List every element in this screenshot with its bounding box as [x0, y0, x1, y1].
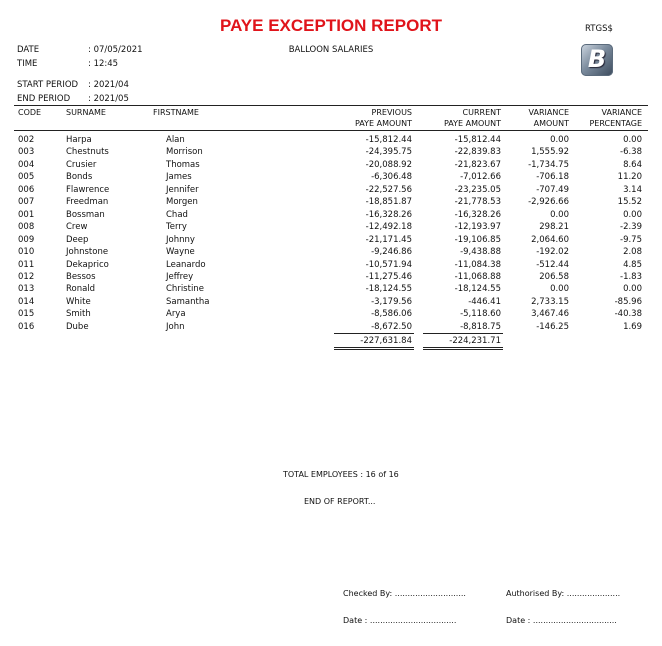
cell-firstname: Terry	[166, 222, 187, 233]
table-header-rule	[14, 130, 648, 131]
cell-firstname: Morgen	[166, 197, 198, 208]
cell-code: 003	[18, 147, 35, 158]
cell-percentage: 8.64	[623, 159, 642, 170]
cell-code: 006	[18, 184, 35, 195]
cell-current: -5,118.60	[460, 309, 501, 320]
cell-firstname: Morrison	[166, 147, 203, 158]
col-surname: SURNAME	[66, 108, 106, 117]
cell-percentage: -1.83	[620, 271, 642, 282]
cell-variance: -512.44	[536, 259, 569, 270]
cell-current: -446.41	[468, 296, 501, 307]
cell-surname: Bossman	[66, 209, 105, 220]
cell-code: 012	[18, 271, 35, 282]
cell-firstname: Alan	[166, 135, 185, 145]
cell-surname: Bonds	[66, 172, 93, 183]
cell-variance: -146.25	[536, 321, 569, 332]
cell-variance: 206.58	[539, 271, 569, 282]
cell-variance: -192.02	[536, 247, 569, 258]
cell-firstname: Leanardo	[166, 259, 206, 270]
previous-total-underline-2	[334, 349, 414, 350]
current-total-underline-2	[423, 349, 503, 350]
cell-firstname: James	[166, 172, 192, 183]
cell-surname: Dube	[66, 321, 89, 332]
cell-surname: Freedman	[66, 197, 109, 208]
cell-code: 001	[18, 209, 35, 220]
currency-label: RTGS$	[585, 24, 613, 34]
cell-code: 004	[18, 159, 35, 170]
cell-firstname: John	[166, 321, 185, 332]
col-current-line2: PAYE AMOUNT	[443, 119, 501, 128]
cell-firstname: Christine	[166, 284, 204, 295]
cell-firstname: Thomas	[166, 159, 200, 170]
time-label: TIME	[17, 59, 38, 69]
cell-code: 011	[18, 259, 35, 270]
cell-firstname: Chad	[166, 209, 188, 220]
cell-previous: -22,527.56	[365, 184, 412, 195]
cell-percentage: 11.20	[617, 172, 642, 183]
cell-previous: -24,395.75	[365, 147, 412, 158]
cell-previous: -8,672.50	[371, 321, 412, 332]
cell-surname: Harpa	[66, 135, 92, 145]
cell-firstname: Samantha	[166, 296, 210, 307]
previous-total-underline-1	[334, 347, 414, 348]
cell-variance: 1,555.92	[531, 147, 569, 158]
cell-current: -22,839.83	[454, 147, 501, 158]
cell-percentage: -85.96	[614, 296, 642, 307]
cell-code: 014	[18, 296, 35, 307]
cell-surname: Ronald	[66, 284, 96, 295]
cell-current: -23,235.05	[454, 184, 501, 195]
current-total-underline-1	[423, 347, 503, 348]
current-total-top-rule	[423, 333, 503, 334]
cell-variance: -2,926.66	[528, 197, 569, 208]
col-firstname: FIRSTNAME	[153, 108, 199, 117]
cell-percentage: 0.00	[623, 284, 642, 295]
checked-date-line: Date : ..................................	[343, 616, 457, 625]
cell-previous: -10,571.94	[365, 259, 412, 270]
cell-previous: -6,306.48	[371, 172, 412, 183]
cell-surname: Smith	[66, 309, 91, 320]
total-employees: TOTAL EMPLOYEES : 16 of 16	[283, 470, 399, 479]
cell-variance: 3,467.46	[531, 309, 569, 320]
start-period-value: : 2021/04	[88, 80, 129, 90]
cell-percentage: -40.38	[614, 309, 642, 320]
col-current-line1: CURRENT	[462, 108, 501, 117]
cell-previous: -18,851.87	[365, 197, 412, 208]
cell-current: -19,106.85	[454, 234, 501, 245]
cell-surname: Flawrence	[66, 184, 110, 195]
cell-current: -21,778.53	[454, 197, 501, 208]
cell-variance: 0.00	[550, 135, 569, 145]
cell-code: 015	[18, 309, 35, 320]
cell-firstname: Arya	[166, 309, 186, 320]
cell-code: 009	[18, 234, 35, 245]
cell-variance: -707.49	[536, 184, 569, 195]
cell-surname: Deep	[66, 234, 89, 245]
cell-previous: -3,179.56	[371, 296, 412, 307]
end-of-report: END OF REPORT...	[304, 497, 376, 506]
checked-by-line: Checked By: ............................	[343, 589, 466, 598]
cell-code: 010	[18, 247, 35, 258]
cell-percentage: -9.75	[620, 234, 642, 245]
cell-previous: -11,275.46	[365, 271, 412, 282]
col-code: CODE	[18, 108, 42, 117]
cell-previous: -21,171.45	[365, 234, 412, 245]
cell-current: -16,328.26	[454, 209, 501, 220]
cell-surname: Dekaprico	[66, 259, 109, 270]
col-previous-line2: PAYE AMOUNT	[354, 119, 412, 128]
cell-current: -11,068.88	[454, 271, 501, 282]
previous-total-top-rule	[334, 333, 414, 334]
report-title: PAYE EXCEPTION REPORT	[220, 16, 442, 35]
cell-firstname: Johnny	[166, 234, 195, 245]
cell-current: -7,012.66	[460, 172, 501, 183]
cell-current: -21,823.67	[454, 159, 501, 170]
cell-surname: Johnstone	[66, 247, 109, 258]
cell-variance: 298.21	[539, 222, 569, 233]
cell-surname: Crusier	[66, 159, 97, 170]
cell-variance: 2,733.15	[531, 296, 569, 307]
cell-previous: -15,812.44	[365, 135, 412, 145]
cell-current: -12,193.97	[454, 222, 501, 233]
end-period-label: END PERIOD	[17, 94, 71, 104]
cell-previous: -20,088.92	[365, 159, 412, 170]
col-previous-line1: PREVIOUS	[371, 108, 412, 117]
cell-previous: -12,492.18	[365, 222, 412, 233]
cell-surname: Crew	[66, 222, 88, 233]
time-value: : 12:45	[88, 59, 119, 69]
cell-firstname: Wayne	[166, 247, 195, 258]
cell-percentage: -6.38	[620, 147, 642, 158]
cell-current: -11,084.38	[454, 259, 501, 270]
date-label: DATE	[17, 45, 40, 55]
logo-letter: B	[587, 45, 607, 73]
cell-code: 007	[18, 197, 35, 208]
start-period-label: START PERIOD	[17, 80, 79, 90]
cell-code: 002	[18, 135, 35, 145]
table-top-rule	[14, 105, 648, 106]
previous-total: -227,631.84	[360, 336, 412, 346]
cell-percentage: 1.69	[623, 321, 642, 332]
cell-variance: -706.18	[536, 172, 569, 183]
cell-previous: -16,328.26	[365, 209, 412, 220]
cell-variance: 0.00	[550, 209, 569, 220]
cell-percentage: -2.39	[620, 222, 642, 233]
cell-previous: -18,124.55	[365, 284, 412, 295]
cell-previous: -8,586.06	[371, 309, 412, 320]
cell-percentage: 2.08	[623, 247, 642, 258]
cell-surname: Chestnuts	[66, 147, 109, 158]
cell-code: 016	[18, 321, 35, 332]
cell-variance: 2,064.60	[531, 234, 569, 245]
cell-surname: White	[66, 296, 91, 307]
col-percentage-line1: VARIANCE	[601, 108, 642, 117]
cell-code: 005	[18, 172, 35, 183]
cell-variance: 0.00	[550, 284, 569, 295]
current-total: -224,231.71	[449, 336, 501, 346]
date-value: : 07/05/2021	[88, 45, 143, 55]
col-variance-line2: AMOUNT	[533, 119, 569, 128]
cell-current: -15,812.44	[454, 135, 501, 145]
authorised-date-line: Date : .................................	[506, 616, 617, 625]
cell-current: -9,438.88	[460, 247, 501, 258]
report-subtitle: BALLOON SALARIES	[288, 45, 374, 55]
cell-current: -8,818.75	[460, 321, 501, 332]
cell-code: 008	[18, 222, 35, 233]
cell-variance: -1,734.75	[528, 159, 569, 170]
col-variance-line1: VARIANCE	[528, 108, 569, 117]
end-period-value: : 2021/05	[88, 94, 129, 104]
cell-surname: Bessos	[66, 271, 96, 282]
cell-percentage: 15.52	[617, 197, 642, 208]
cell-previous: -9,246.86	[371, 247, 412, 258]
col-percentage-line2: PERCENTAGE	[589, 119, 642, 128]
cell-firstname: Jeffrey	[166, 271, 194, 282]
cell-firstname: Jennifer	[166, 184, 199, 195]
authorised-by-line: Authorised By: .....................	[506, 589, 621, 598]
cell-code: 013	[18, 284, 35, 295]
cell-percentage: 3.14	[623, 184, 642, 195]
cell-percentage: 4.85	[623, 259, 642, 270]
cell-percentage: 0.00	[623, 209, 642, 220]
cell-current: -18,124.55	[454, 284, 501, 295]
cell-percentage: 0.00	[623, 135, 642, 145]
